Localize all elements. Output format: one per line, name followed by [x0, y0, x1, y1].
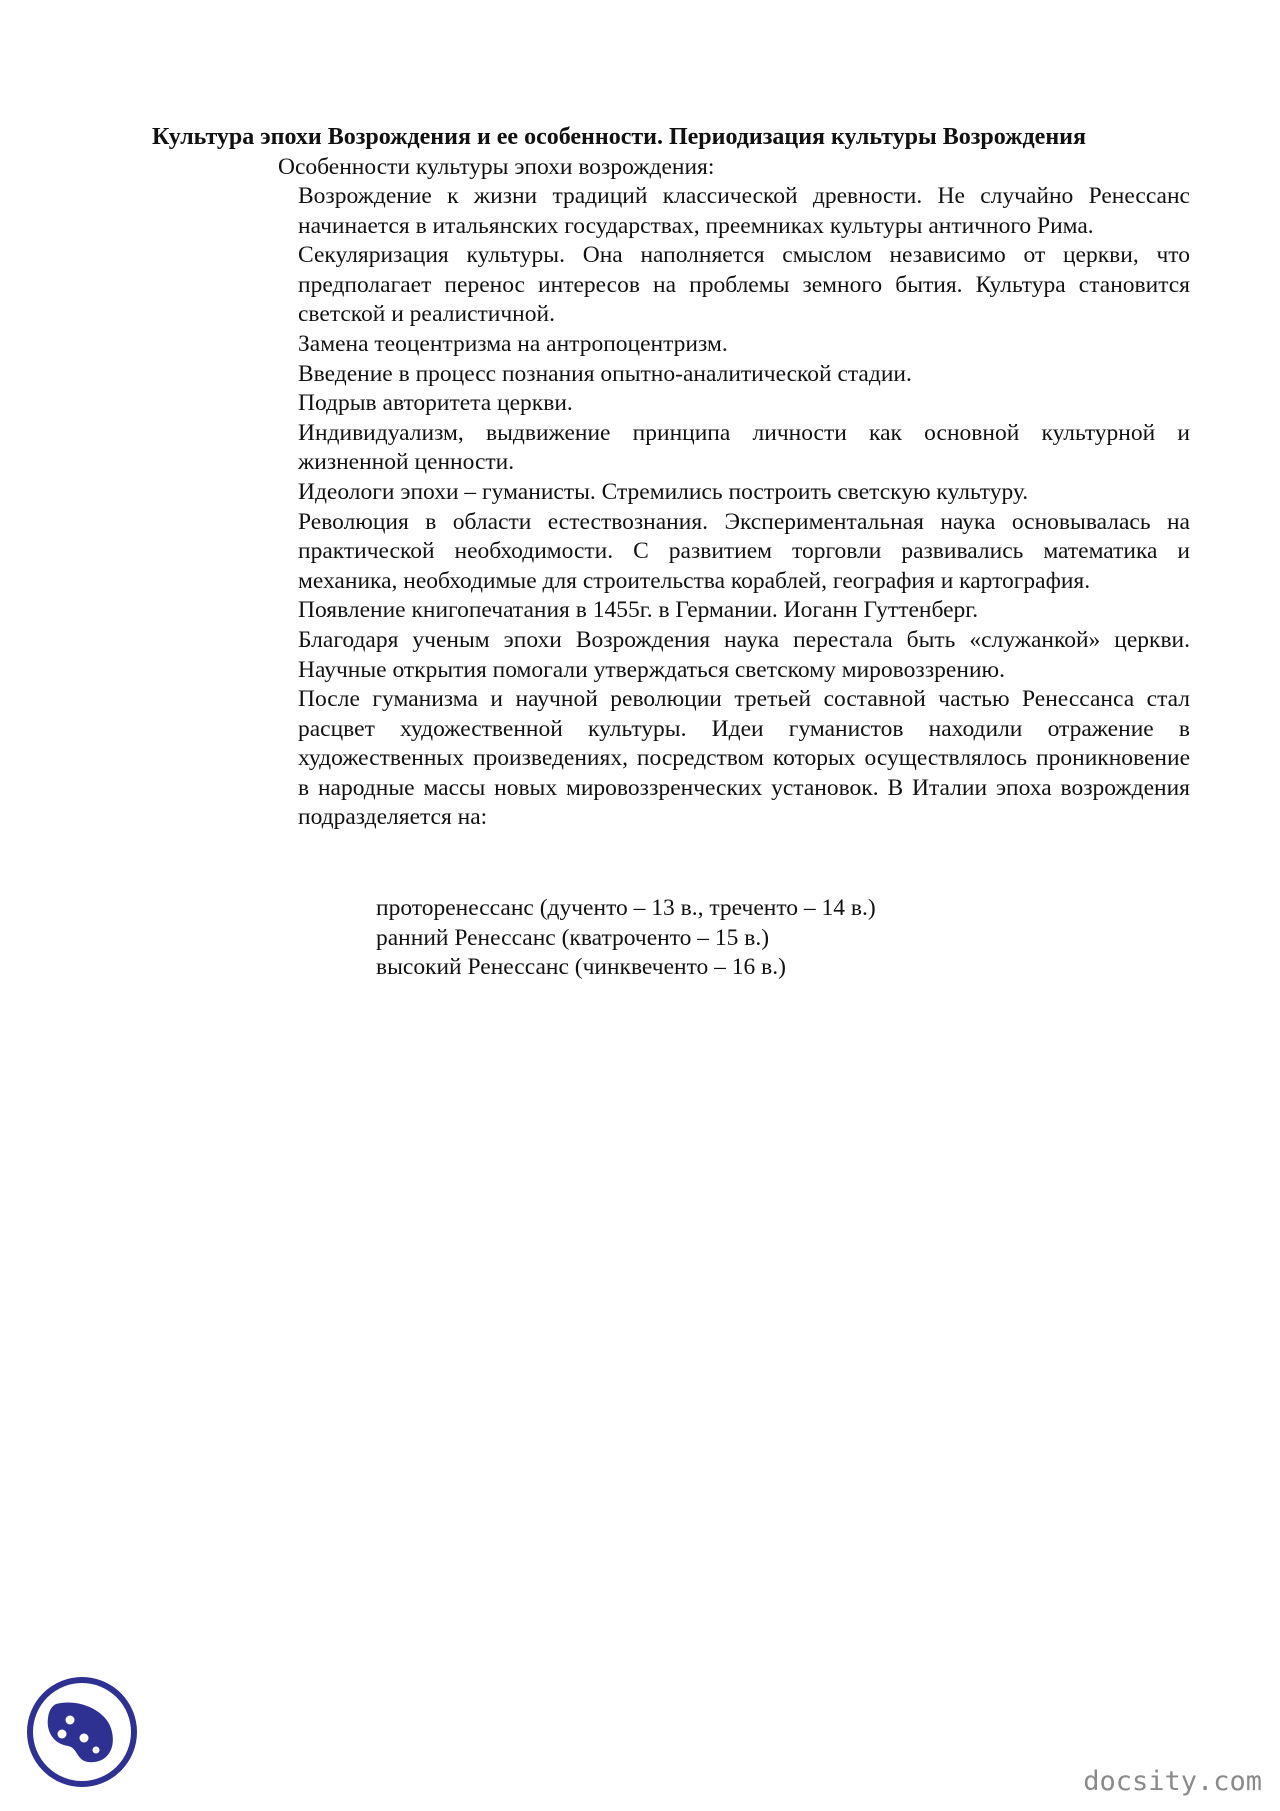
period-item: высокий Ренессанс (чинквеченто – 16 в.): [376, 954, 786, 981]
feature-item: Благодаря ученым эпохи Возрождения наука перестала быть «служанкой» церкви. Научные открытия помогали утверждаться светскому мировоззрению.: [298, 626, 1190, 683]
logo-dot: [58, 1730, 67, 1739]
document-subtitle: Особенности культуры эпохи возрождения:: [278, 154, 715, 180]
docsity-logo-graphic: [26, 1676, 138, 1788]
feature-item: Замена теоцентризма на антропоцентризм.: [298, 330, 728, 357]
logo-dot: [80, 1734, 89, 1743]
feature-item: Революция в области естествознания. Экспериментальная наука основывалась на практической необходимости. С развитием торговли развивались математика и механика, необходимые для строительства кораблей, география и картография.: [298, 508, 1190, 594]
feature-item: Подрыв авторитета церкви.: [298, 390, 573, 417]
feature-item: Появление книгопечатания в 1455г. в Германии. Иоганн Гуттенберг.: [298, 597, 979, 624]
logo-dot: [93, 1747, 100, 1754]
features-list: [298, 182, 1190, 833]
logo-dot: [66, 1716, 75, 1725]
docsity-watermark[interactable]: docsity.com: [1083, 1766, 1262, 1797]
period-item: проторенессанс (дученто – 13 в., треченто – 14 в.): [376, 895, 876, 921]
periods-list: [376, 894, 876, 983]
feature-item: Введение в процесс познания опытно-аналитической стадии.: [298, 360, 912, 387]
logo-blob: [48, 1702, 113, 1762]
feature-item: После гуманизма и научной революции третьей составной частью Ренессанса стал расцвет художественной культуры. Идеи гуманистов находили отражение в художественных произведениях, посредством которых осуществлялось проникновение в народные массы новых мировоззренческих установок. В Италии эпоха возрождения подразделяется на:: [298, 686, 1190, 831]
period-item: ранний Ренессанс (кватроченто – 15 в.): [376, 924, 770, 951]
feature-item: Секуляризация культуры. Она наполняется смыслом независимо от церкви, что предполагает перенос интересов на проблемы земного бытия. Культура становится светской и реалистичной.: [298, 242, 1190, 328]
feature-item: Индивидуализм, выдвижение принципа личности как основной культурной и жизненной ценности.: [298, 419, 1190, 476]
docsity-logo-icon[interactable]: [26, 1676, 138, 1788]
feature-item: Идеологи эпохи – гуманисты. Стремились построить светскую культуру.: [298, 478, 1029, 505]
feature-item: Возрождение к жизни традиций классической древности. Не случайно Ренессанс начинается в итальянских государствах, преемниках культуры античного Рима.: [298, 183, 1190, 239]
document-title: Культура эпохи Возрождения и ее особенности. Периодизация культуры Возрождения: [152, 124, 1086, 150]
